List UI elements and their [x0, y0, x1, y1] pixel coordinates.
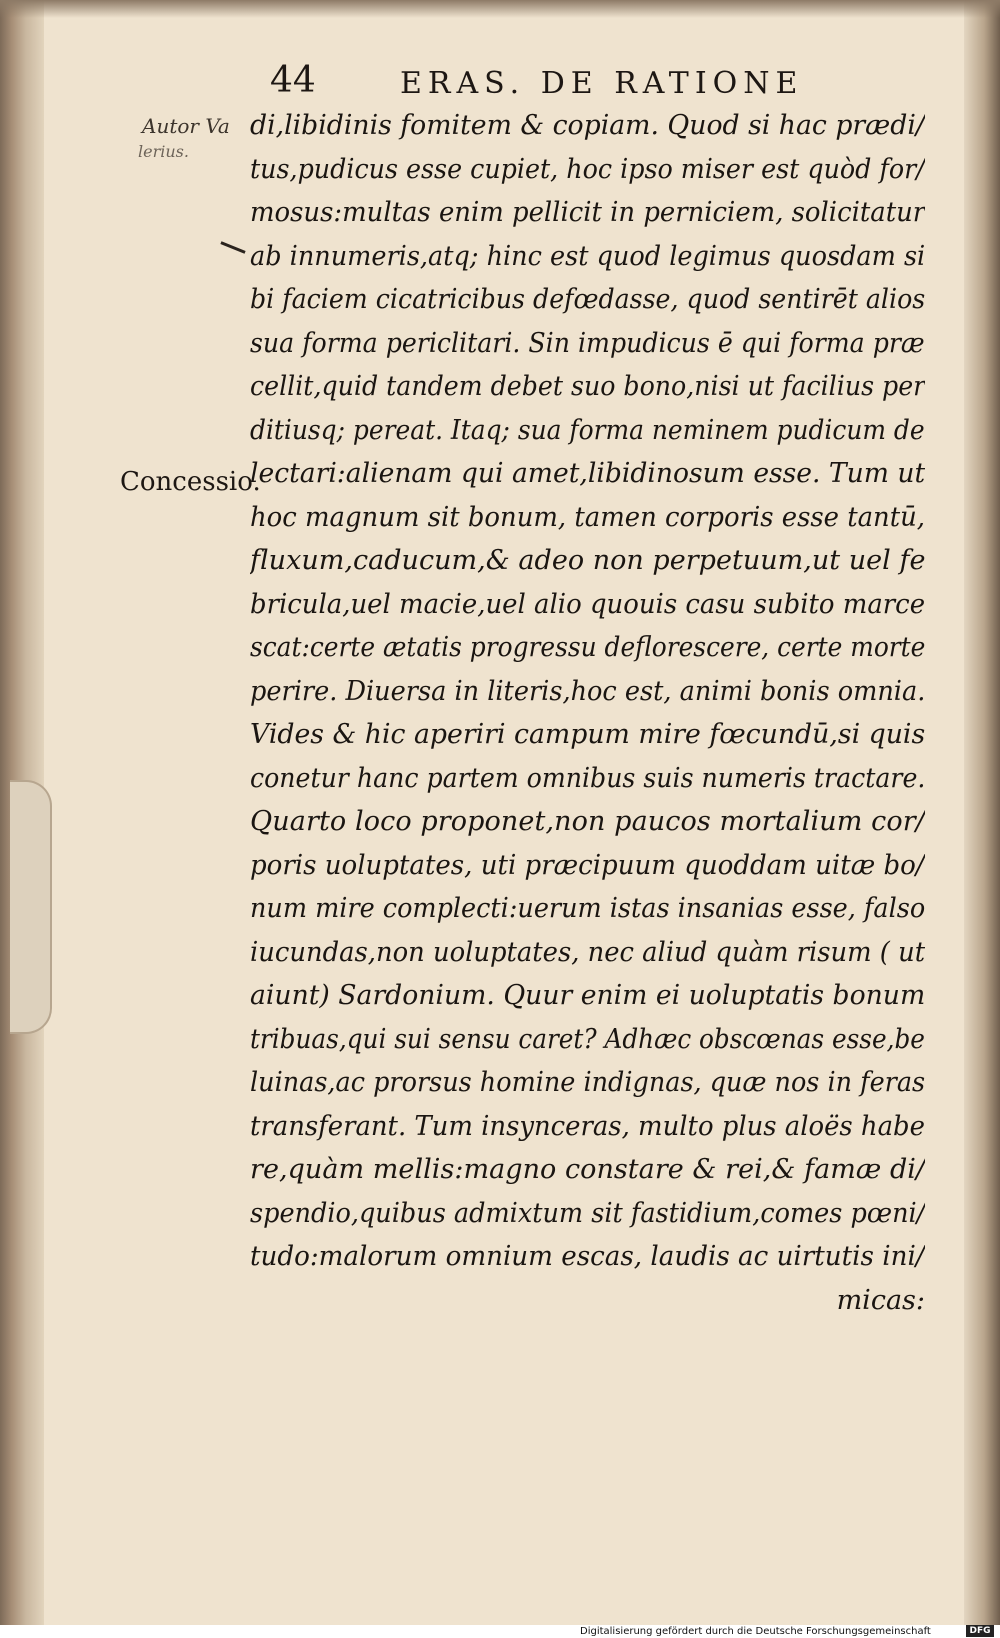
margin-note-lerius: lerius. [138, 142, 189, 161]
text-line-catchword: micas: [836, 1284, 925, 1316]
top-shadow [0, 0, 1000, 18]
text-line: hoc magnum sit bonum, tamen corporis esse tantū, [250, 501, 925, 533]
margin-note-author: Autor Va [142, 114, 230, 138]
text-line: spendio,quibus admixtum sit fastidium,comes pœni/ [250, 1197, 925, 1229]
page-number: 44 [270, 60, 316, 101]
text-line: scat:certe ætatis progressu deflorescere, certe morte [250, 632, 925, 663]
footer-funding-note: Digitalisierung gefördert durch die Deutsche Forschungsgemeinschaft [580, 1626, 931, 1637]
page-edge-right [964, 0, 1000, 1625]
text-line: tus,pudicus esse cupiet, hoc ipso miser est quòd for/ [250, 153, 925, 185]
text-line: lectari:alienam qui amet,libidinosum esse. Tum ut [250, 458, 925, 489]
text-line: ditiusq; pereat. Itaq; sua forma neminem pudicum de [250, 414, 925, 446]
text-line: cellit,quid tandem debet suo bono,nisi ut facilius per [250, 371, 925, 402]
text-line: mosus:multas enim pellicit in perniciem, solicitatur [250, 197, 925, 228]
dfg-logo: DFG [966, 1625, 994, 1637]
body-text [250, 104, 925, 1322]
text-line: bricula,uel macie,uel alio quouis casu subito marce [250, 588, 925, 620]
text-line: aiunt) Sardonium. Quur enim ei uoluptatis bonum [250, 980, 925, 1011]
text-line: perire. Diuersa in literis,hoc est, animi bonis omnia. [250, 675, 925, 707]
text-line: tribuas,qui sui sensu caret? Adhæc obscœnas esse,be [250, 1023, 925, 1055]
running-head: ERAS. DE RATIONE [400, 66, 804, 101]
text-line: luinas,ac prorsus homine indignas, quæ nos in feras [250, 1067, 925, 1098]
text-line: bi faciem cicatricibus defœdasse, quod sentirēt alios [250, 284, 925, 315]
text-line: poris uoluptates, uti præcipuum quoddam uitæ bo/ [250, 849, 925, 881]
text-line: iucundas,non uoluptates, nec aliud quàm risum ( ut [250, 936, 925, 968]
text-line: tudo:malorum omnium escas, laudis ac uirtutis ini/ [250, 1241, 925, 1272]
text-line: fluxum,caducum,& adeo non perpetuum,ut uel fe [250, 545, 925, 576]
text-line: ab innumeris,atq; hinc est quod legimus quosdam si [250, 240, 925, 272]
text-line: Vides & hic aperiri campum mire fœcundū,si quis [250, 719, 925, 750]
text-line: di,libidinis fomitem & copiam. Quod si hac prædi/ [250, 110, 925, 141]
text-line: num mire complecti:uerum istas insanias esse, falso [250, 893, 925, 924]
binding-tab [10, 780, 52, 1034]
margin-note-concessio: Concessio. [120, 467, 261, 497]
text-line: re,quàm mellis:magno constare & rei,& famæ di/ [250, 1154, 925, 1185]
text-line: sua forma periclitari. Sin impudicus ē qui forma præ [250, 327, 925, 359]
text-line: transferant. Tum insynceras, multo plus aloës habe [250, 1110, 925, 1142]
text-line: Quarto loco proponet,non paucos mortalium cor/ [250, 806, 925, 837]
text-line: conetur hanc partem omnibus suis numeris tractare. [250, 762, 925, 794]
